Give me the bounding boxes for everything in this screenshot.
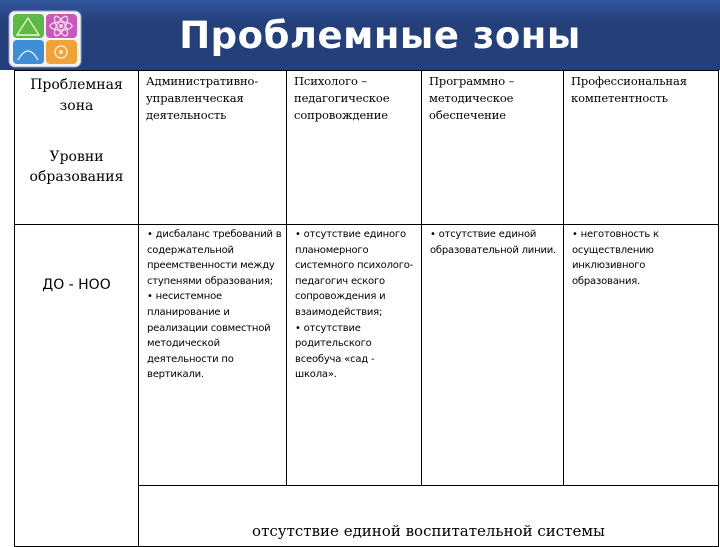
row-header-levels: Уровни	[49, 149, 104, 165]
education-level-cell: ДО - НОО	[15, 225, 139, 547]
list-item: • отсутствие родительского всеобуча «сад - школа».	[295, 322, 375, 381]
column-header-administrative: Административно- управленческая деятельность	[139, 71, 287, 225]
title-bar	[0, 0, 720, 70]
row-header-education: образования	[29, 169, 124, 185]
list-item: • отсутствие единой образовательной линии.	[430, 229, 557, 256]
list-item: • дисбаланс требований в содержательной преемственности между ступенями образования;	[147, 229, 282, 287]
cell-psychological	[287, 225, 422, 486]
table-header-row	[15, 71, 719, 225]
common-problem-cell: отсутствие единой воспитательной системы	[139, 486, 719, 547]
problem-zones-table	[14, 70, 719, 547]
cell-administrative	[139, 225, 287, 486]
list-item: • несистемное планирование и реализации совместной методической деятельности по вертикали.	[147, 291, 271, 381]
column-header-methodical: Программно – методическое обеспечение	[422, 71, 564, 225]
table-row	[15, 225, 719, 486]
column-header-psychological: Психолого – педагогическое сопровождение	[287, 71, 422, 225]
column-header-professional: Профессиональная компетентность	[564, 71, 719, 225]
row-header-problem-zone: Проблемная	[30, 77, 123, 93]
list-item: • отсутствие единого планомерного системного психолого-педагогич еского сопровождения и взаимодействия;	[295, 229, 414, 318]
row-header-zone: зона	[59, 98, 94, 114]
science-subjects-logo-icon	[8, 10, 82, 68]
cell-methodical	[422, 225, 564, 486]
row-header-cell	[15, 71, 139, 225]
list-item: • неготовность к осуществлению инклюзивного образования.	[572, 229, 659, 287]
page-title: Проблемные зоны	[179, 14, 581, 57]
cell-professional	[564, 225, 719, 486]
